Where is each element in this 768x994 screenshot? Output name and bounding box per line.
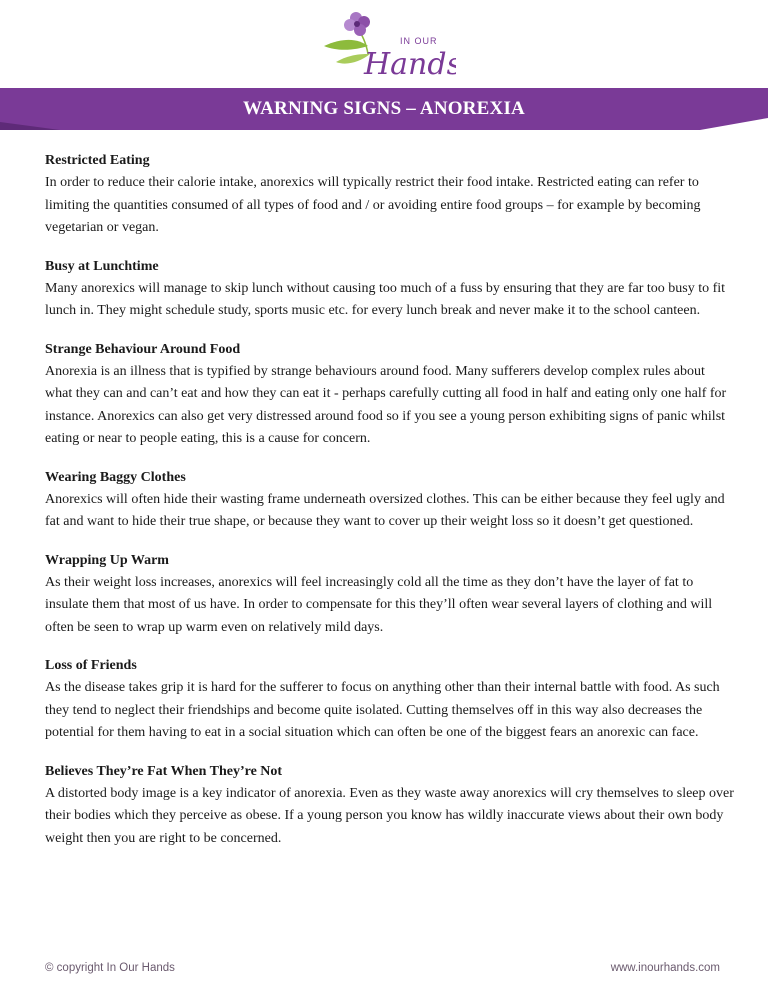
section-heading: Wearing Baggy Clothes bbox=[45, 469, 186, 485]
section-heading: Wrapping Up Warm bbox=[45, 552, 169, 568]
content-body bbox=[45, 150, 735, 866]
page-title: WARNING SIGNS – ANOREXIA bbox=[243, 98, 525, 119]
title-banner bbox=[0, 88, 768, 130]
section-body-image bbox=[45, 761, 735, 851]
section-heading: Busy at Lunchtime bbox=[45, 258, 159, 274]
section-busy-at-lunchtime bbox=[45, 256, 735, 323]
section-text: Anorexics will often hide their wasting frame underneath oversized clothes. This can be either because they feel ugly and fat and want to hide their true shape, or because they want to cover up their weight loss so it doesn’t get questioned. bbox=[45, 491, 725, 529]
section-baggy-clothes bbox=[45, 467, 735, 534]
section-text: As their weight loss increases, anorexics will feel increasingly cold all the time as they don’t have the layer of fat to insulate them that most of us have. In order to compensate for this they’ll often wear several layers of clothing and will often be seen to wrap up warm even on relatively mild days. bbox=[45, 574, 713, 635]
logo-small-text: IN OUR bbox=[400, 36, 438, 46]
logo-script-text: Hands bbox=[364, 47, 456, 82]
copyright-text: © copyright In Our Hands bbox=[45, 962, 175, 974]
section-text: As the disease takes grip it is hard for the sufferer to focus on anything other than their internal battle with food. As such they tend to neglect their friendships and become quite isolated. Cutting themselves off in this way also decreases the potential for them having to eat in a social situation which can often be one of the biggest fears an anorexic can face. bbox=[45, 680, 720, 740]
section-text: Many anorexics will manage to skip lunch without causing too much of a fuss by ensuring that they are far too busy to fit lunch in. They might schedule study, sports music etc. for every lunch break and never make it to the school canteen. bbox=[45, 280, 726, 318]
section-text: A distorted body image is a key indicator of anorexia. Even as they waste away anorexics will cry themselves to sleep over their bodies which they perceive as obese. If a young person you know has wildly inaccurate views about their own body weight then you are right to be concerned. bbox=[45, 785, 734, 846]
section-text: Anorexia is an illness that is typified by strange behaviours around food. Many sufferers develop complex rules about what they can and can’t eat and how they can eat it - perhaps carefully cutting all food in half and eating only one half for instance. Anorexics can also get very distressed around food so if you see a young person exhibiting signs of panic whilst eating or near to people eating, this is a cause for concern. bbox=[45, 363, 727, 446]
section-heading: Believes They’re Fat When They’re Not bbox=[45, 763, 283, 779]
website-link[interactable]: www.inourhands.com bbox=[610, 962, 720, 974]
section-heading: Strange Behaviour Around Food bbox=[45, 341, 241, 357]
section-strange-behaviour bbox=[45, 339, 735, 451]
section-heading: Loss of Friends bbox=[45, 658, 137, 673]
section-text: In order to reduce their calorie intake, anorexics will typically restrict their food intake. Restricted eating can refer to limiting the quantities consumed of all types of food and / or avoiding entire food groups – for example by becoming vegetarian or vegan. bbox=[45, 175, 701, 235]
section-wrapping-up-warm bbox=[45, 550, 735, 640]
section-restricted-eating bbox=[45, 150, 735, 240]
section-loss-of-friends bbox=[45, 655, 735, 745]
section-heading: Restricted Eating bbox=[45, 153, 150, 168]
in-our-hands-logo bbox=[316, 10, 456, 82]
footer bbox=[45, 962, 720, 974]
